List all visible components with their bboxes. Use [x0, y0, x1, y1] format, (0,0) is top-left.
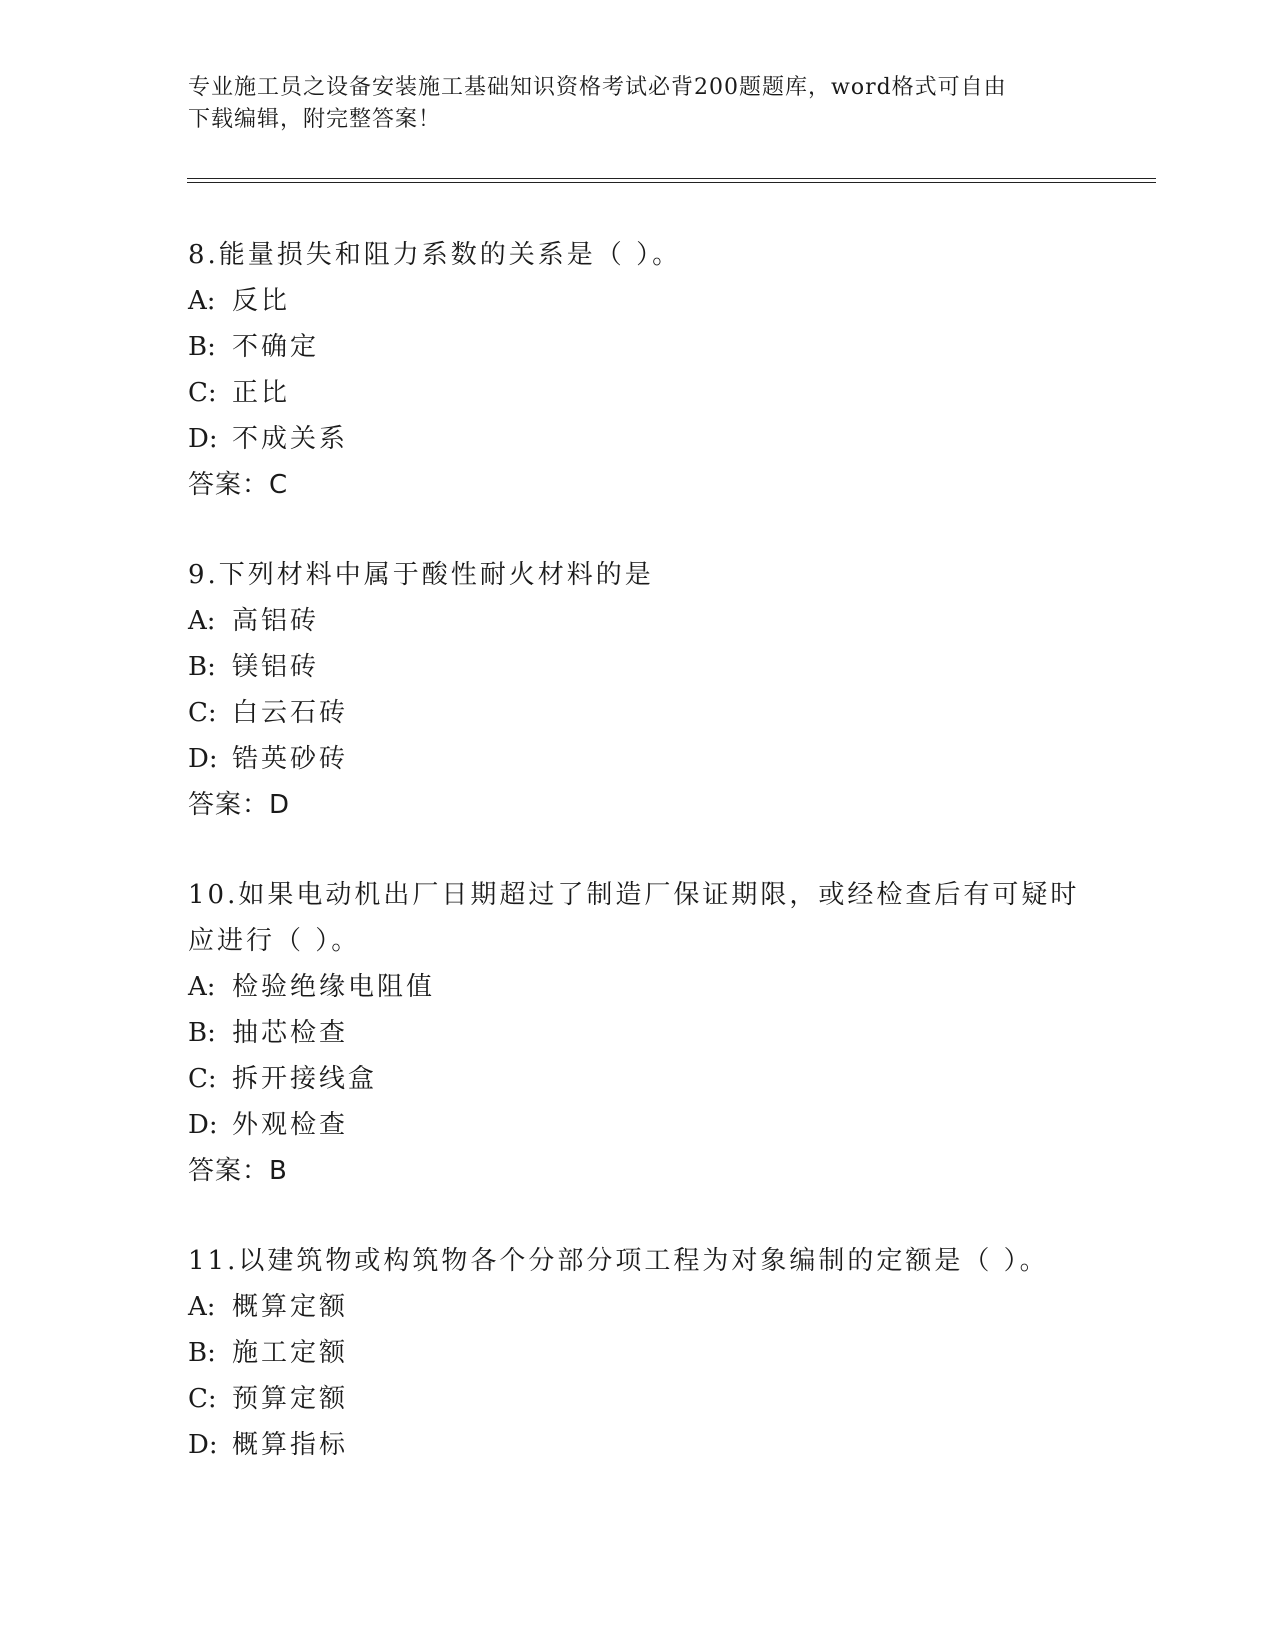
question-stem: 8.能量损失和阻力系数的关系是（ ）。: [188, 240, 682, 270]
option-b: [188, 324, 1088, 370]
option-letter: B:: [188, 332, 216, 362]
option-b: [188, 644, 1088, 690]
option-text: 锆英砂砖: [232, 744, 349, 774]
document-header: [188, 72, 1088, 136]
option-b: [188, 1330, 1088, 1376]
option-letter: D:: [188, 1430, 218, 1460]
question-10: [188, 872, 1088, 1194]
option-letter: D:: [188, 1110, 218, 1140]
option-letter: B:: [188, 652, 216, 682]
option-a: [188, 598, 1088, 644]
option-d: [188, 1102, 1088, 1148]
option-a: [188, 278, 1088, 324]
question-8: [188, 232, 1088, 508]
option-text: 不成关系: [232, 424, 349, 454]
option-text: 概算指标: [232, 1430, 349, 1460]
option-c: [188, 1056, 1088, 1102]
option-letter: C:: [188, 1064, 217, 1094]
option-letter: B:: [188, 1338, 216, 1368]
option-text: 正比: [232, 378, 291, 408]
option-letter: C:: [188, 698, 217, 728]
answer-line: 答案：D: [188, 790, 291, 820]
option-letter: A:: [188, 606, 216, 636]
option-a: [188, 1284, 1088, 1330]
option-c: [188, 690, 1088, 736]
option-letter: D:: [188, 744, 218, 774]
option-letter: A:: [188, 1292, 216, 1322]
option-text: 概算定额: [232, 1292, 349, 1322]
option-text: 抽芯检查: [232, 1018, 349, 1048]
question-stem: 9.下列材料中属于酸性耐火材料的是: [188, 560, 654, 590]
option-letter: A:: [188, 972, 216, 1002]
option-text: 拆开接线盒: [232, 1064, 378, 1094]
option-text: 反比: [232, 286, 291, 316]
header-line-2: 下载编辑，附完整答案！: [188, 107, 442, 132]
option-text: 镁铝砖: [232, 652, 320, 682]
option-letter: D:: [188, 424, 218, 454]
question-stem-line-2: 应进行（ ）。: [188, 926, 361, 956]
option-d: [188, 736, 1088, 782]
option-text: 施工定额: [232, 1338, 349, 1368]
option-text: 检验绝缘电阻值: [232, 972, 436, 1002]
option-c: [188, 1376, 1088, 1422]
question-11: [188, 1238, 1088, 1468]
option-d: [188, 416, 1088, 462]
option-b: [188, 1010, 1088, 1056]
option-text: 不确定: [232, 332, 320, 362]
option-letter: C:: [188, 1384, 217, 1414]
option-text: 外观检查: [232, 1110, 349, 1140]
option-d: [188, 1422, 1088, 1468]
option-text: 白云石砖: [232, 698, 349, 728]
option-text: 高铝砖: [232, 606, 320, 636]
answer-line: 答案：B: [188, 1156, 288, 1186]
header-divider: [187, 178, 1156, 183]
header-line-1: 专业施工员之设备安装施工基础知识资格考试必背200题题库，word格式可自由: [188, 75, 1007, 100]
option-text: 预算定额: [232, 1384, 349, 1414]
option-letter: B:: [188, 1018, 216, 1048]
option-c: [188, 370, 1088, 416]
question-9: [188, 552, 1088, 828]
option-letter: C:: [188, 378, 217, 408]
option-a: [188, 964, 1088, 1010]
question-stem: 11.以建筑物或构筑物各个分部分项工程为对象编制的定额是（ ）。: [188, 1246, 1049, 1276]
option-letter: A:: [188, 286, 216, 316]
question-stem-line-1: 10.如果电动机出厂日期超过了制造厂保证期限，或经检查后有可疑时: [188, 880, 1080, 910]
answer-line: 答案：C: [188, 470, 289, 500]
